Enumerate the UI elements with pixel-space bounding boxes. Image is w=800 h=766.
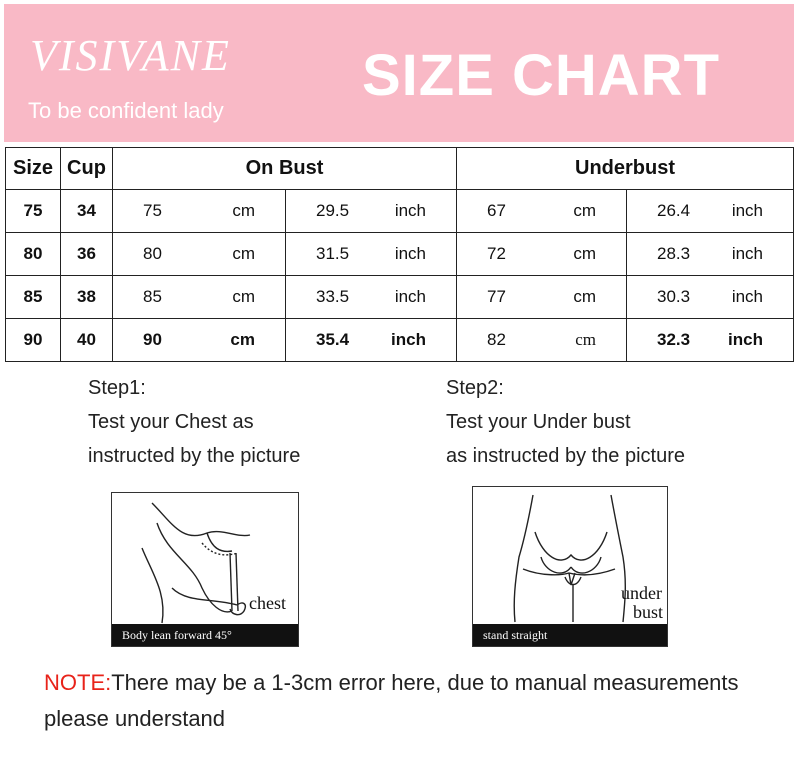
bust-inch-cell bbox=[286, 190, 457, 233]
bust-cm-cell bbox=[113, 233, 286, 276]
note-label: NOTE: bbox=[44, 670, 112, 695]
bust-cm-unit: cm bbox=[230, 330, 255, 349]
page-title: SIZE CHART bbox=[362, 43, 720, 108]
under-cm-cell bbox=[457, 233, 627, 276]
bust-cm-cell bbox=[113, 190, 286, 233]
size-cell: 75 bbox=[6, 190, 61, 233]
size-cell: 85 bbox=[6, 276, 61, 319]
bust-inch-unit: inch bbox=[394, 201, 426, 220]
under-inch-cell bbox=[627, 233, 794, 276]
under-inch-unit: inch bbox=[731, 287, 763, 306]
under-inch-cell bbox=[627, 190, 794, 233]
header-banner bbox=[4, 4, 794, 142]
under-inch-unit: inch bbox=[728, 330, 763, 349]
underbust-label-line2: bust bbox=[633, 602, 664, 622]
under-cm-unit: cm bbox=[575, 330, 596, 349]
bust-inch-unit: inch bbox=[394, 244, 426, 263]
table-row bbox=[6, 276, 794, 319]
underbust-label-line1: under bbox=[621, 583, 662, 603]
step2-title: Step2: bbox=[446, 377, 504, 399]
under-cm-unit: cm bbox=[573, 244, 596, 263]
step1-title: Step1: bbox=[88, 377, 146, 399]
step2-line2: as instructed by the picture bbox=[446, 445, 686, 467]
brand-slogan: To be confident lady bbox=[28, 98, 224, 123]
under-cm-value: 67 bbox=[487, 201, 506, 220]
bust-cm-cell bbox=[113, 319, 286, 362]
size-cell: 80 bbox=[6, 233, 61, 276]
step2-instructions bbox=[446, 371, 685, 473]
bust-inch-value: 29.5 bbox=[316, 201, 350, 220]
bust-inch-cell bbox=[286, 319, 457, 362]
bust-cm-value: 90 bbox=[143, 330, 162, 349]
chest-measure-figure bbox=[111, 492, 299, 647]
under-cm-unit: cm bbox=[573, 287, 596, 306]
bust-cm-cell bbox=[113, 276, 286, 319]
bust-cm-value: 80 bbox=[143, 244, 162, 263]
brand-logo: VISIVANE bbox=[30, 31, 231, 80]
table-row bbox=[6, 319, 794, 362]
bust-inch-cell bbox=[286, 276, 457, 319]
bust-cm-unit: cm bbox=[232, 287, 255, 306]
cup-cell: 40 bbox=[61, 319, 113, 362]
cup-cell: 38 bbox=[61, 276, 113, 319]
under-inch-value: 30.3 bbox=[657, 287, 691, 306]
cup-cell: 34 bbox=[61, 190, 113, 233]
table-row bbox=[6, 233, 794, 276]
step1-line1: Test your Chest as bbox=[88, 411, 254, 433]
size-chart-table bbox=[5, 147, 794, 362]
under-inch-value: 28.3 bbox=[657, 244, 691, 263]
table-row bbox=[6, 190, 794, 233]
under-inch-unit: inch bbox=[731, 201, 763, 220]
under-inch-value: 26.4 bbox=[657, 201, 691, 220]
bust-cm-unit: cm bbox=[232, 244, 255, 263]
bust-cm-value: 75 bbox=[143, 201, 162, 220]
step2-line1: Test your Under bust bbox=[446, 411, 631, 433]
chest-label: chest bbox=[249, 593, 286, 613]
underbust-caption: stand straight bbox=[473, 624, 667, 646]
bust-inch-cell bbox=[286, 233, 457, 276]
under-inch-cell bbox=[627, 319, 794, 362]
under-cm-value: 82 bbox=[487, 330, 506, 349]
note-text: There may be a 1-3cm error here, due to manual measurements please understand bbox=[44, 670, 739, 731]
header-underbust: Underbust bbox=[457, 148, 794, 190]
under-inch-cell bbox=[627, 276, 794, 319]
under-cm-value: 72 bbox=[487, 244, 506, 263]
under-cm-value: 77 bbox=[487, 287, 506, 306]
header-on-bust: On Bust bbox=[113, 148, 457, 190]
bust-inch-unit: inch bbox=[394, 287, 426, 306]
table-header-row bbox=[6, 148, 794, 190]
underbust-measure-figure bbox=[472, 486, 668, 647]
bust-inch-unit: inch bbox=[391, 330, 426, 349]
cup-cell: 36 bbox=[61, 233, 113, 276]
bust-inch-value: 33.5 bbox=[316, 287, 350, 306]
bust-cm-value: 85 bbox=[143, 287, 162, 306]
step1-instructions bbox=[88, 371, 300, 473]
under-inch-unit: inch bbox=[731, 244, 763, 263]
bust-inch-value: 31.5 bbox=[316, 244, 350, 263]
size-cell: 90 bbox=[6, 319, 61, 362]
under-cm-cell bbox=[457, 276, 627, 319]
under-cm-unit: cm bbox=[573, 201, 596, 220]
under-cm-cell bbox=[457, 319, 627, 362]
chest-caption: Body lean forward 45° bbox=[112, 624, 298, 646]
step1-line2: instructed by the picture bbox=[88, 445, 301, 467]
measurement-note bbox=[44, 665, 784, 737]
under-inch-value: 32.3 bbox=[657, 330, 691, 349]
bust-cm-unit: cm bbox=[232, 201, 255, 220]
under-cm-cell bbox=[457, 190, 627, 233]
header-cup: Cup bbox=[61, 148, 113, 190]
bust-inch-value: 35.4 bbox=[316, 330, 350, 349]
header-size: Size bbox=[6, 148, 61, 190]
